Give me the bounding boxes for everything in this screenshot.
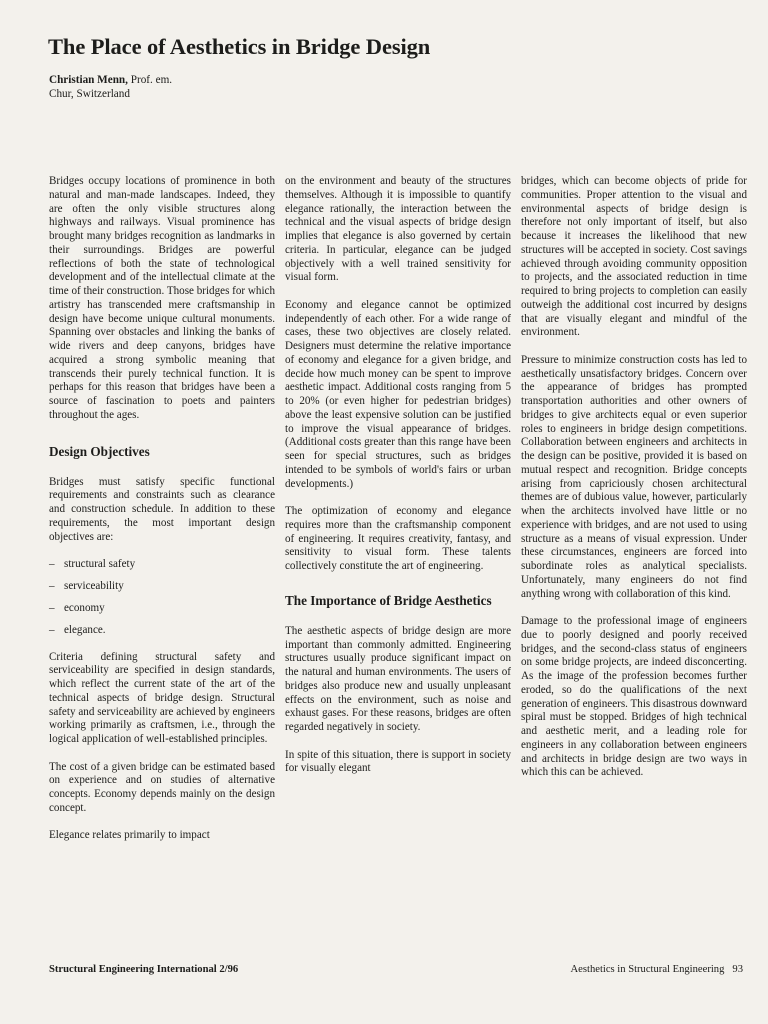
paragraph: on the environment and beauty of the structures themselves. Although it is impossible to quantify elegance rationally, the interaction between the technical and the visual aspects of bridge design implies that elegance is also governed by certain criteria. In particular, elegance can be judged objectively with a well trained sensitivity for visual form. <box>285 175 511 284</box>
paragraph: The aesthetic aspects of bridge design are more important than commonly admitted. Engineering structures usually produce significant impact on the natural and human environments. The users of bridges also produce new and usually unpleasant effects on the environment, such as noise and exhaust gases. For these reasons, bridges are often regarded negatively in society. <box>285 624 511 733</box>
column-3 <box>521 175 747 794</box>
author-name: Christian Menn, <box>49 74 128 86</box>
list-item: – serviceability <box>49 579 124 592</box>
design-objectives-list <box>49 558 275 638</box>
page-number: 93 <box>732 964 743 975</box>
author-title: Prof. em. <box>130 74 173 86</box>
paragraph: Bridges must satisfy specific functional requirements and constraints such as clearance and construction schedule. In addition to these requirements, the most important design objectives are: <box>49 475 275 543</box>
section-heading-design-objectives: Design Objectives <box>49 443 150 459</box>
section-heading-importance-of-bridge-aesthetics: The Importance of Bridge Aesthetics <box>285 592 492 608</box>
column-1 <box>49 175 275 857</box>
footer-section-title: Aesthetics in Structural Engineering <box>570 964 725 975</box>
paragraph: Bridges occupy locations of prominence in both natural and man-made landscapes. Indeed, they are often the only visible structures along highways and railways. Visual prominence has brought many bridges recognition as landmarks in their surroundings. Bridges are powerful reflections of both the state of technological development and of the intellectual climate at the time of their construction. Those bridges for which artistry has transcended mere craftsmanship in design have become unique cultural monuments. Spanning over obstacles and linking the banks of wide rivers and deep canyons, bridges have acquired a strong symbolic meaning that transcends their purely technical function. It is perhaps for this reason that bridges have been a source of fascination to poets and painters throughout the ages. <box>49 175 275 421</box>
author-location: Chur, Switzerland <box>49 88 130 100</box>
paragraph: Criteria defining structural safety and serviceability are specified in design standards, which reflect the current state of the art of the technical aspects of bridge design. Structural safety and serviceability are achieved by engineers working primarily as craftsmen, i.e., through the logical application of well-established principles. <box>49 650 275 746</box>
article-title: The Place of Aesthetics in Bridge Design <box>48 34 431 59</box>
author-block <box>49 73 172 101</box>
footer-section <box>571 964 743 975</box>
column-2 <box>285 175 511 790</box>
paragraph: Pressure to minimize construction costs has led to aesthetically unsatisfactory bridges. Concern over the appearance of bridges has prompted transportation authorities and other owners of bridges to give architects equal or even superior roles to engineers in bridge design competitions. Collaboration between engineers and architects in the design can be positive, provided it is based on mutual respect and recognition. Bridge concepts arising from capriciously chosen architectural themes are of dubious value, however, particularly when the architects involved have little or no experience with bridges, and are not used to using structure as a means of visual expression. Under these circumstances, engineers are forced into subordinate roles as analytical specialists. Unfortunately, many engineers do not find anything wrong with collaboration of this kind. <box>521 353 747 600</box>
footer-journal: Structural Engineering International 2/96 <box>49 964 239 975</box>
list-item: – structural safety <box>49 558 136 570</box>
paragraph: Damage to the professional image of engineers due to poorly designed and poorly received bridges, and the second-class status of engineers on some bridge projects, are indeed disconcerting. As the image of the profession becomes further eroded, so do the qualifications of the next generation of engineers. This disastrous downward spiral must be stopped. Bridges of high technical and aesthetic merit, and a leading role for engineers in any collaboration between engineers and architects in bridge design are two ways in which this can be achieved. <box>521 615 747 779</box>
paragraph: Economy and elegance cannot be optimized independently of each other. For a wide range of cases, these two objectives are closely related. Designers must determine the relative importance of economy and elegance for a given bridge, and decide how much money can be spent to improve aesthetic impact. Additional costs ranging from 5 to 20% (or even higher for pedestrian bridges) above the least expensive solution can be justified to improve the visual appearance of bridges. (Additional costs greater than this range have been seen for special structures, such as bridges intended to be symbols of world's fairs or urban developments.) <box>285 298 511 490</box>
list-item: – economy <box>49 601 105 614</box>
list-item: – elegance. <box>49 623 106 636</box>
paragraph: In spite of this situation, there is support in society for visually elegant <box>285 748 511 775</box>
paragraph: Elegance relates primarily to impact <box>49 829 210 842</box>
paragraph: bridges, which can become objects of pride for communities. Proper attention to the visual and environmental aspects of bridge design is therefore not only important of itself, but also because it increases the likelihood that new structures will be accepted in society. Cost savings achieved through avoiding community opposition to projects, and the associated reduction in time required to bring projects to completion can easily outweigh the additional cost incurred by designs that are visually elegant and mindful of the environment. <box>521 175 747 339</box>
paragraph: The optimization of economy and elegance requires more than the craftsmanship component of engineering. It requires creativity, fantasy, and sensitivity to visual form. These talents collectively constitute the art of engineering. <box>285 505 511 572</box>
paragraph: The cost of a given bridge can be estimated based on experience and on studies of alternative concepts. Economy depends mainly on the design concept. <box>49 760 275 814</box>
